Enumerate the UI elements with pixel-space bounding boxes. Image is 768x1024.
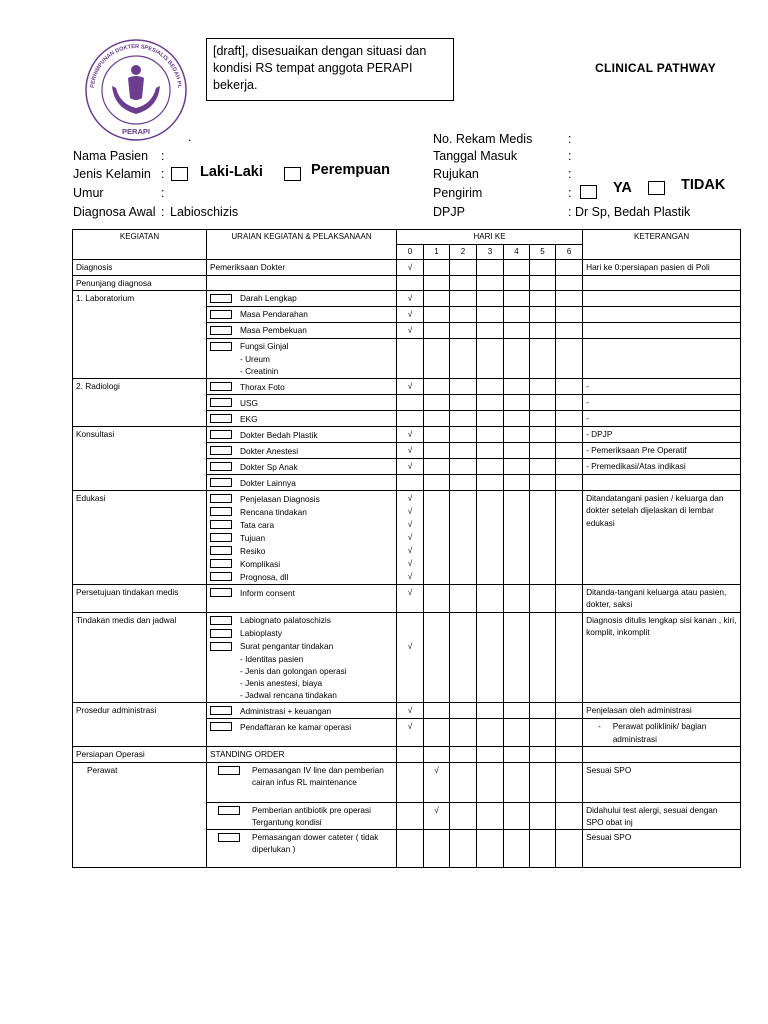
list-item: Dokter Bedah Plastik (240, 429, 318, 440)
check-mark: √ (397, 306, 424, 322)
keterangan-cell: Didahului test alergi, sesuai dengan SPO obat inj (583, 802, 741, 829)
check-mark: √ (397, 322, 424, 338)
check-mark: √ (397, 443, 424, 459)
admission-date-label: Tanggal Masuk (433, 149, 518, 163)
female-option-label: Perempuan (311, 162, 390, 178)
keterangan-sub: Perawat poliklinik/ bagian administrasi (612, 721, 707, 744)
check-mark: √ (407, 571, 413, 582)
list-item: Labioplasty (240, 628, 282, 639)
female-checkbox[interactable] (284, 167, 301, 181)
checkbox[interactable] (210, 533, 232, 542)
patient-name-label: Nama Pasien (73, 149, 149, 163)
sub-item: - Jenis dan golongan operasi (240, 665, 347, 676)
sub-item: - Jadwal rencana tindakan (240, 690, 337, 701)
checkbox[interactable] (210, 572, 232, 581)
checkbox[interactable] (210, 642, 232, 651)
checkbox[interactable] (210, 294, 232, 303)
checkbox[interactable] (210, 342, 232, 351)
checkbox[interactable] (218, 806, 240, 815)
checkbox[interactable] (210, 722, 232, 731)
check-mark: √ (397, 427, 424, 443)
list-item: EKG (240, 413, 258, 424)
list-item: Fungsi Ginjal (240, 341, 289, 352)
table-row (73, 747, 741, 762)
check-mark: √ (407, 532, 413, 543)
list-item: Dokter Lainnya (240, 477, 296, 488)
keterangan-cell: - Premedikasi/Atas indikasi (583, 459, 741, 475)
table-row (73, 379, 741, 395)
keterangan-cell: - (583, 411, 741, 427)
day-5-header: 5 (530, 245, 556, 260)
draft-note: [draft], disesuaikan dengan situasi dan kondisi RS tempat anggota PERAPI bekerja. (206, 38, 454, 101)
sub-item: - Ureum (240, 353, 270, 364)
check-mark: √ (407, 493, 413, 504)
hands-holding-figure-icon (112, 65, 160, 114)
male-option-label: Laki-Laki (200, 164, 263, 180)
list-item: USG (240, 397, 258, 408)
day-2-header: 2 (450, 245, 477, 260)
list-item: Darah Lengkap (240, 293, 297, 304)
check-mark: √ (397, 260, 424, 275)
kegiatan-cell: Diagnosis (73, 260, 207, 275)
table-row (73, 703, 741, 719)
dpjp-name: Dr Sp, Bedah Plastik (574, 205, 691, 219)
gender-sep: : (161, 167, 165, 181)
age-label: Umur (73, 186, 104, 200)
keterangan-cell: Penjelasan oleh administrasi (583, 703, 741, 719)
table-row (73, 275, 741, 290)
initial-diagnosis-value: Labioschizis (170, 205, 239, 219)
medical-record-sep: : (568, 132, 572, 146)
list-item: Dokter Sp Anak (240, 461, 298, 472)
col-hari-header: HARI KE (397, 230, 583, 245)
checkbox[interactable] (210, 706, 232, 715)
perawat-cell: Perawat (73, 762, 207, 867)
check-mark: √ (424, 762, 450, 802)
list-item: Masa Pembekuan (240, 325, 307, 336)
checkbox[interactable] (210, 462, 232, 471)
keterangan-cell: Sesuai SPO (583, 830, 741, 868)
list-item: Pemasangan IV line dan pemberian cairan infus RL maintenance (252, 764, 384, 787)
referral-sep: : (568, 167, 572, 181)
patient-name-sep: : (161, 149, 165, 163)
dpjp-sep: : (568, 205, 572, 219)
day-0-header: 0 (397, 245, 424, 260)
logo-ring-text: PERHIMPUNAN DOKTER SPESIALIS BEDAH PL (90, 43, 182, 89)
checkbox[interactable] (210, 446, 232, 455)
kegiatan-cell: Prosedur administrasi (73, 703, 207, 747)
sender-sep: : (568, 186, 572, 200)
day-3-header: 3 (477, 245, 504, 260)
perapi-logo (80, 38, 192, 142)
sender-label: Pengirim (433, 186, 483, 200)
kegiatan-cell: Penunjang diagnosa (73, 275, 207, 290)
col-uraian-header: URAIAN KEGIATAN & PELAKSANAAN (207, 230, 397, 260)
check-mark: √ (407, 640, 413, 651)
list-item: Pemasangan dower cateter ( tidak diperlukan ) (252, 832, 379, 855)
table-row (73, 762, 741, 802)
list-item: Administrasi + keuangan (240, 705, 332, 716)
table-row (73, 491, 741, 585)
checkbox[interactable] (210, 588, 232, 597)
list-item: Tata cara (240, 519, 275, 530)
checkbox[interactable] (210, 398, 232, 407)
checkbox[interactable] (210, 382, 232, 391)
list-item: Prognosa, dll (240, 571, 289, 582)
separator-dot: . (188, 130, 192, 144)
checkbox[interactable] (210, 629, 232, 638)
kegiatan-cell: Persiapan Operasi (73, 747, 207, 762)
check-mark: √ (397, 290, 424, 306)
kegiatan-cell: Tindakan medis dan jadwal (73, 612, 207, 703)
list-item: Surat pengantar tindakan (240, 641, 334, 652)
check-mark: √ (407, 506, 413, 517)
check-mark: √ (407, 519, 413, 530)
list-item: Inform consent (240, 587, 295, 598)
medical-record-label: No. Rekam Medis (433, 132, 533, 146)
referral-label: Rujukan (433, 167, 479, 181)
check-mark: √ (397, 585, 424, 612)
check-mark: √ (407, 545, 413, 556)
checkbox[interactable] (210, 310, 232, 319)
admission-date-sep: : (568, 149, 572, 163)
checkbox[interactable] (210, 494, 232, 503)
table-row: Pendaftaran ke kamar operasi √ - Perawat poliklinik/ bagian administrasi (73, 719, 741, 747)
keterangan-cell: Hari ke 0:persiapan pasien di Poli (583, 260, 741, 275)
list-item: Labiognato palatoschizis (240, 615, 331, 626)
check-mark: √ (397, 459, 424, 475)
day-4-header: 4 (504, 245, 530, 260)
checkbox[interactable] (210, 430, 232, 439)
list-item: Thorax Foto (240, 381, 285, 392)
referral-no-label: TIDAK (681, 177, 726, 193)
check-mark: √ (397, 379, 424, 395)
list-item: Tujuan (240, 532, 266, 543)
keterangan-cell: Ditandatangani pasien / keluarga dan dokter setelah dijelaskan di lembar edukasi (583, 491, 741, 585)
referral-yes-label: YA (613, 180, 632, 196)
uraian-cell: Pemeriksaan Dokter (207, 260, 397, 275)
kegiatan-cell: 1. Laboratorium (73, 290, 207, 378)
checkbox[interactable] (210, 520, 232, 529)
page-title: CLINICAL PATHWAY (595, 61, 717, 75)
keterangan-cell: - (583, 379, 741, 395)
check-mark: √ (424, 802, 450, 829)
list-item: Komplikasi (240, 558, 281, 569)
kegiatan-cell: 2. Radiologi (73, 379, 207, 427)
referral-no-checkbox[interactable] (648, 181, 665, 195)
list-item: Rencana tindakan (240, 506, 307, 517)
checkbox[interactable] (210, 616, 232, 625)
keterangan-cell: Ditanda-tangani keluarga atau pasien, dokter, saksi (583, 585, 741, 612)
gender-label: Jenis Kelamin (73, 167, 151, 181)
sub-item: - Identitas pasien (240, 653, 304, 664)
logo-perapi-text: PERAPI (122, 127, 150, 136)
checkbox[interactable] (210, 559, 232, 568)
list-item: Penjelasan Diagnosis (240, 493, 320, 504)
kegiatan-cell: Persetujuan tindakan medis (73, 585, 207, 612)
age-sep: : (161, 186, 165, 200)
col-keterangan-header: KETERANGAN (583, 230, 741, 260)
list-item: Resiko (240, 545, 266, 556)
checkbox[interactable] (218, 766, 240, 775)
initial-diagnosis-label: Diagnosa Awal (73, 205, 156, 219)
list-item: Pendaftaran ke kamar operasi (240, 721, 352, 732)
dpjp-value (568, 204, 690, 220)
col-kegiatan-header: KEGIATAN (73, 230, 207, 260)
sub-item: - Jenis anestesi, biaya (240, 678, 323, 689)
uraian-cell: STANDING ORDER (207, 747, 397, 762)
referral-yes-checkbox[interactable] (580, 185, 597, 199)
keterangan-cell: - (583, 395, 741, 411)
checkbox[interactable] (210, 546, 232, 555)
checkbox[interactable] (210, 478, 232, 487)
clinical-pathway-table (72, 229, 741, 868)
table-row (73, 612, 741, 703)
check-mark: √ (397, 719, 424, 747)
kegiatan-cell: Konsultasi (73, 427, 207, 491)
check-mark: √ (407, 558, 413, 569)
day-6-header: 6 (556, 245, 583, 260)
table-row (73, 585, 741, 612)
day-1-header: 1 (424, 245, 450, 260)
list-item: Masa Pendarahan (240, 309, 308, 320)
initial-diagnosis-sep: : (161, 205, 165, 219)
dpjp-label: DPJP (433, 205, 465, 219)
keterangan-cell: - Pemeriksaan Pre Operatif (583, 443, 741, 459)
checkbox[interactable] (210, 326, 232, 335)
list-item: Dokter Anestesi (240, 445, 299, 456)
keterangan-cell: - DPJP (583, 427, 741, 443)
checkbox[interactable] (218, 833, 240, 842)
sub-item: - Creatinin (240, 366, 279, 377)
checkbox[interactable] (210, 507, 232, 516)
list-item: Pemberian antibiotik pre operasi Tergantung kondisi (252, 804, 371, 827)
male-checkbox[interactable] (171, 167, 188, 181)
table-row (73, 260, 741, 275)
checkbox[interactable] (210, 414, 232, 423)
table-row (73, 427, 741, 443)
kegiatan-cell: Edukasi (73, 491, 207, 585)
table-row (73, 290, 741, 306)
check-mark: √ (397, 703, 424, 719)
keterangan-cell: Sesuai SPO (583, 762, 741, 802)
keterangan-cell: Diagnosis ditulis lengkap sisi kanan , kiri, komplit, inkomplit (583, 612, 741, 703)
